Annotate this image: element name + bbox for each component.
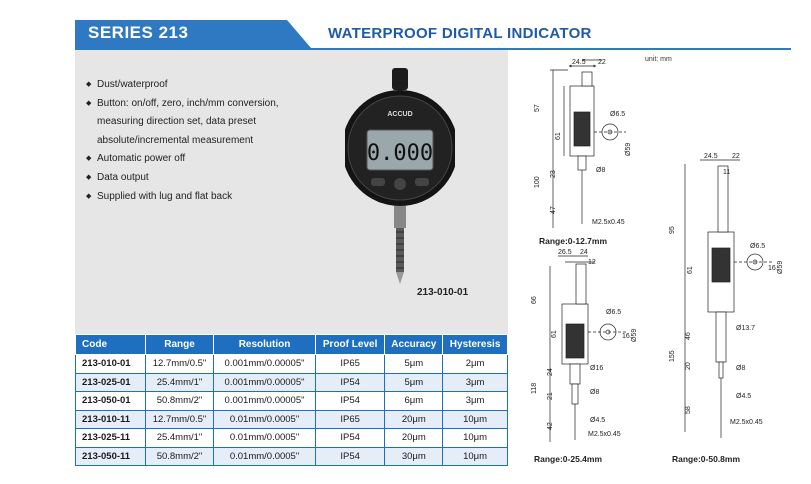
table-cell: 213-010-11 bbox=[76, 410, 146, 429]
button-left bbox=[371, 178, 385, 186]
table-cell: IP54 bbox=[315, 447, 385, 466]
dim-d3-r: Ø6.5 bbox=[750, 243, 766, 250]
table-cell: 213-050-11 bbox=[76, 447, 146, 466]
dim-d3-d137: Ø13.7 bbox=[736, 325, 756, 332]
feature-item bbox=[86, 76, 316, 95]
table-cell: 50.8mm/2" bbox=[145, 447, 213, 466]
table-cell: 5μm bbox=[385, 355, 443, 374]
dim-d3-h2: 61 bbox=[687, 266, 694, 274]
dim-d3-h1: 95 bbox=[669, 226, 676, 234]
dim-d3-h4: 46 bbox=[685, 332, 692, 340]
dim-d2-d16: Ø16 bbox=[590, 365, 604, 372]
dim-d2-d: Ø59 bbox=[631, 328, 638, 342]
bullet-icon: ◆ bbox=[86, 155, 92, 163]
table-cell: 0.001mm/0.00005" bbox=[214, 392, 316, 411]
feature-list bbox=[86, 76, 316, 206]
column-header: Range bbox=[145, 335, 213, 355]
table-cell: 25.4mm/1" bbox=[145, 373, 213, 392]
dim-d1-thread: M2.5x0.45 bbox=[592, 219, 625, 226]
feature-text: Dust/waterproof bbox=[97, 79, 168, 90]
dim-d3-thread: M2.5x0.45 bbox=[730, 419, 763, 426]
dim-d2-h2: 61 bbox=[551, 330, 558, 338]
bullet-icon: ◆ bbox=[86, 192, 92, 200]
dimension-drawings bbox=[510, 52, 806, 482]
digital-indicator-photo bbox=[345, 68, 455, 298]
table-cell: 3μm bbox=[443, 392, 508, 411]
table-row bbox=[76, 373, 508, 392]
dim-d3-stem: Ø8 bbox=[736, 365, 746, 372]
bullet-icon: ◆ bbox=[86, 81, 92, 88]
column-header: Accuracy bbox=[385, 335, 443, 355]
feature-item bbox=[86, 150, 316, 169]
photo-model-code: 213-010-01 bbox=[417, 287, 469, 298]
table-cell: IP65 bbox=[315, 355, 385, 374]
dim-d2-h4: 24 bbox=[547, 368, 554, 376]
dim-d2-tip: Ø4.5 bbox=[590, 417, 606, 424]
table-cell: 0.01mm/0.0005" bbox=[214, 410, 316, 429]
dim-d3-w3: 11 bbox=[723, 169, 731, 176]
dim-d1-w1: 24.5 bbox=[572, 59, 586, 66]
table-row bbox=[76, 355, 508, 374]
table-cell: 25.4mm/1" bbox=[145, 429, 213, 448]
dim-d2-stem: Ø8 bbox=[590, 389, 600, 396]
table-cell: 50.8mm/2" bbox=[145, 392, 213, 411]
button-center bbox=[394, 178, 406, 190]
table-cell: 213-010-01 bbox=[76, 355, 146, 374]
dim-d2-w1: 24 bbox=[580, 249, 588, 256]
table-row bbox=[76, 392, 508, 411]
table-cell: IP54 bbox=[315, 429, 385, 448]
feature-text: measuring direction set, data preset bbox=[97, 116, 256, 128]
dim-d1-h5: 47 bbox=[550, 206, 557, 214]
table-cell: 30μm bbox=[385, 447, 443, 466]
feature-text: Button: on/off, zero, inch/mm conversion, bbox=[97, 97, 279, 109]
table-cell: 10μm bbox=[443, 429, 508, 448]
feature-item bbox=[86, 95, 316, 114]
table-row bbox=[76, 447, 508, 466]
feature-item bbox=[86, 113, 316, 132]
dim-d1-d: Ø59 bbox=[625, 142, 632, 156]
feature-item bbox=[86, 169, 316, 188]
range-label-2: Range:0-25.4mm bbox=[534, 454, 603, 464]
table-header-row bbox=[76, 335, 508, 355]
feature-text: Supplied with lug and flat back bbox=[97, 190, 233, 202]
column-header: Resolution bbox=[214, 335, 316, 355]
dim-d1-h2: 61 bbox=[555, 132, 562, 140]
table-cell: 5μm bbox=[385, 373, 443, 392]
table-cell: 12.7mm/0.5" bbox=[145, 355, 213, 374]
dim-d2-h6: 42 bbox=[547, 422, 554, 430]
series-title: SERIES 213 bbox=[88, 23, 189, 42]
table-cell: 0.001mm/0.00005" bbox=[214, 355, 316, 374]
dim-d3-w2: 22 bbox=[732, 153, 740, 160]
dim-d3-tip: Ø4.5 bbox=[736, 393, 752, 400]
table-cell: 213-025-11 bbox=[76, 429, 146, 448]
table-cell: 0.001mm/0.00005" bbox=[214, 373, 316, 392]
dim-d3-h6: 58 bbox=[685, 406, 692, 414]
dim-d3-s16: 16 bbox=[768, 265, 776, 272]
column-header: Code bbox=[76, 335, 146, 355]
spec-table bbox=[75, 334, 508, 466]
table-cell: IP54 bbox=[315, 392, 385, 411]
drawing-range-25-4 bbox=[550, 256, 626, 442]
column-header: Proof Level bbox=[315, 335, 385, 355]
dim-d2-w2: 12 bbox=[588, 259, 596, 266]
dim-d2-thread: M2.5x0.45 bbox=[588, 431, 621, 438]
button-right bbox=[415, 178, 429, 186]
table-cell: 20μm bbox=[385, 410, 443, 429]
lcd-readout: 0.000 bbox=[366, 141, 434, 166]
dim-d1-h3: 100 bbox=[534, 176, 541, 188]
table-cell: 0.01mm/0.0005" bbox=[214, 447, 316, 466]
drawing-range-12-7 bbox=[550, 60, 626, 228]
feature-item bbox=[86, 188, 316, 207]
dim-d1-stem: Ø8 bbox=[596, 167, 606, 174]
dim-d3-h5: 20 bbox=[685, 362, 692, 370]
feature-text: Automatic power off bbox=[97, 153, 186, 165]
dim-d3-w1: 24.5 bbox=[704, 153, 718, 160]
feature-item bbox=[86, 132, 316, 151]
table-cell: 213-025-01 bbox=[76, 373, 146, 392]
dim-d1-r: Ø6.5 bbox=[610, 111, 626, 118]
feature-text: absolute/incremental measurement bbox=[97, 134, 254, 146]
table-cell: 10μm bbox=[443, 410, 508, 429]
dim-d2-r: Ø6.5 bbox=[606, 309, 622, 316]
dim-d2-w0: 26.5 bbox=[558, 249, 572, 256]
table-cell: 6μm bbox=[385, 392, 443, 411]
dim-d2-h5: 21 bbox=[547, 392, 554, 400]
table-cell: IP65 bbox=[315, 410, 385, 429]
dim-d3-h3: 155 bbox=[669, 350, 676, 362]
bullet-icon: ◆ bbox=[86, 99, 92, 107]
table-cell: 213-050-01 bbox=[76, 392, 146, 411]
unit-label: unit: mm bbox=[645, 56, 672, 63]
dim-d2-h3: 118 bbox=[531, 382, 538, 394]
table-cell: 20μm bbox=[385, 429, 443, 448]
table-cell: 10μm bbox=[443, 447, 508, 466]
brand-label: ACCUD bbox=[387, 111, 413, 118]
table-cell: 3μm bbox=[443, 373, 508, 392]
range-label-1: Range:0-12.7mm bbox=[539, 236, 608, 246]
table-row bbox=[76, 429, 508, 448]
dim-d2-h1: 66 bbox=[531, 296, 538, 304]
range-label-3: Range:0-50.8mm bbox=[672, 454, 741, 464]
drawing-range-50-8 bbox=[685, 160, 774, 438]
lug bbox=[392, 68, 408, 90]
dim-d1-h1: 57 bbox=[534, 104, 541, 112]
dim-d2-s16: 16 bbox=[622, 333, 630, 340]
table-cell: 0.01mm/0.0005" bbox=[214, 429, 316, 448]
table-cell: 2μm bbox=[443, 355, 508, 374]
product-title: WATERPROOF DIGITAL INDICATOR bbox=[328, 25, 592, 42]
table-cell: IP54 bbox=[315, 373, 385, 392]
dim-d1-w2: 22 bbox=[598, 59, 606, 66]
dim-d3-d: Ø59 bbox=[777, 260, 784, 274]
table-row bbox=[76, 410, 508, 429]
column-header: Hysteresis bbox=[443, 335, 508, 355]
table-cell: 12.7mm/0.5" bbox=[145, 410, 213, 429]
cropped-text bbox=[553, 0, 556, 4]
stem bbox=[394, 206, 406, 228]
bullet-icon: ◆ bbox=[86, 173, 92, 181]
feature-text: Data output bbox=[97, 171, 149, 183]
dim-d1-h4: 23 bbox=[550, 170, 557, 178]
contact-point bbox=[396, 272, 404, 284]
